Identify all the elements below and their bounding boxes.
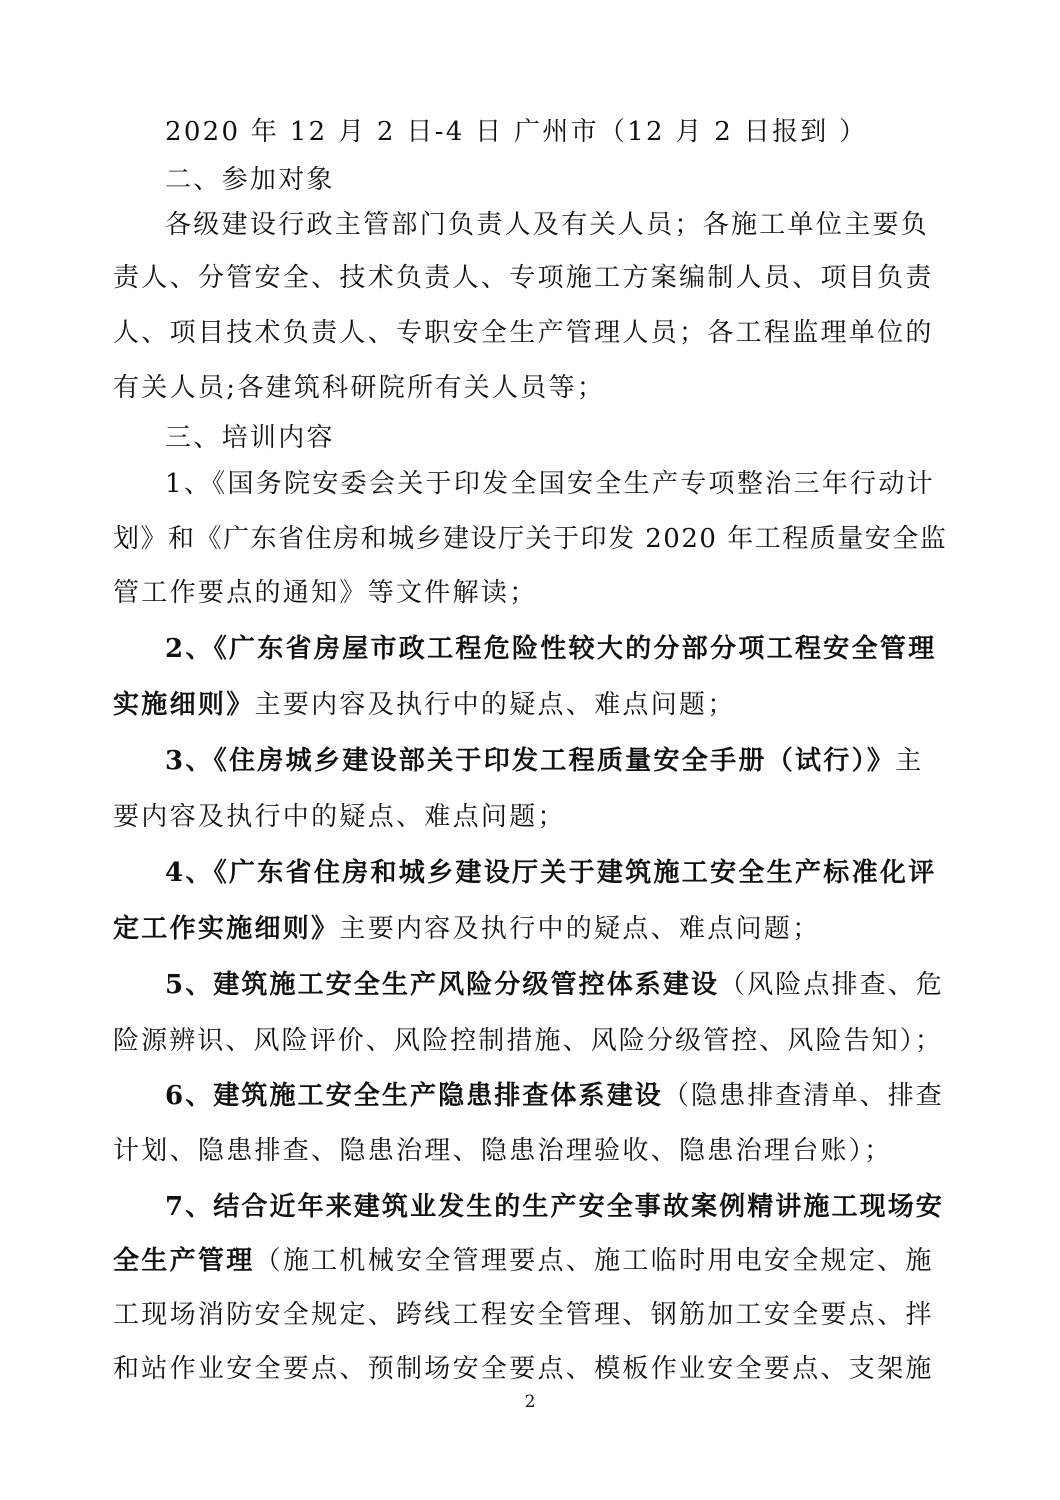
item3-line-2: 要内容及执行中的疑点、难点问题；: [113, 802, 566, 832]
item6-line-1: [165, 1076, 947, 1116]
item4-line-2-rest: 主要内容及执行中的疑点、难点问题；: [339, 914, 821, 944]
item1-line-2: 划》和《广东省住房和城乡建设厅关于印发 2020 年工程质量安全监: [113, 524, 948, 554]
item5-line-2: 险源辨识、风险评价、风险控制措施、风险分级管控、风险告知）；: [113, 1026, 944, 1056]
item5-line-1-bold: 5、建筑施工安全生产风险分级管控体系建设: [165, 970, 720, 1000]
page-number: 2: [524, 1392, 536, 1412]
item5-line-1: [165, 965, 947, 1005]
item7-line-3: 工现场消防安全规定、跨线工程安全管理、钢筋加工安全要点、拌: [113, 1300, 934, 1330]
item7-line-2-bold: 全生产管理: [113, 1246, 255, 1276]
participants-line-2: 责人、分管安全、技术负责人、专项施工方案编制人员、项目负责: [113, 263, 934, 293]
date-location-line: 2020 年 12 月 2 日-4 日 广州市（12 月 2 日报到 ）: [165, 117, 868, 147]
item3-line-1: [165, 741, 947, 781]
item4-line-2-bold: 定工作实施细则》: [113, 914, 340, 944]
section-heading-participants: 二、参加对象: [165, 165, 335, 195]
item2-line-1: 2、《广东省房屋市政工程危险性较大的分部分项工程安全管理: [165, 634, 937, 664]
item6-line-2: 计划、隐患排查、隐患治理、隐患治理验收、隐患治理台账）；: [113, 1136, 893, 1166]
item6-line-1-bold: 6、建筑施工安全生产隐患排查体系建设: [165, 1081, 663, 1111]
section-heading-content: 三、培训内容: [165, 423, 335, 453]
item1-line-1: 1、《国务院安委会关于印发全国安全生产专项整治三年行动计: [165, 469, 935, 499]
item4-line-2: [113, 909, 947, 949]
item6-line-1-rest: （隐患排查清单、排查: [662, 1081, 944, 1111]
item7-line-1: 7、结合近年来建筑业发生的生产安全事故案例精讲施工现场安: [165, 1192, 944, 1222]
item2-line-2: [113, 685, 947, 725]
participants-line-3: 人、项目技术负责人、专职安全生产管理人员；各工程监理单位的: [113, 318, 934, 348]
item7-line-2: [113, 1241, 947, 1281]
item7-line-2-rest: （施工机械安全管理要点、施工临时用电安全规定、施: [254, 1246, 934, 1276]
item7-line-4: 和站作业安全要点、预制场安全要点、模板作业安全要点、支架施: [113, 1354, 934, 1384]
item3-line-1-bold: 3、《住房城乡建设部关于印发工程质量安全手册（试行）》: [165, 746, 896, 776]
participants-line-1: 各级建设行政主管部门负责人及有关人员；各施工单位主要负: [165, 210, 930, 240]
item4-line-1: 4、《广东省住房和城乡建设厅关于建筑施工安全生产标准化评: [165, 858, 937, 888]
item3-line-1-rest: 主: [895, 746, 924, 776]
participants-line-4: 有关人员;各建筑科研院所有关人员等；: [113, 373, 606, 403]
item5-line-1-rest: （风险点排查、危: [719, 970, 944, 1000]
item2-line-2-rest: 主要内容及执行中的疑点、难点问题；: [254, 690, 736, 720]
item2-line-2-bold: 实施细则》: [113, 690, 255, 720]
item1-line-3: 管工作要点的通知》等文件解读；: [113, 578, 538, 608]
